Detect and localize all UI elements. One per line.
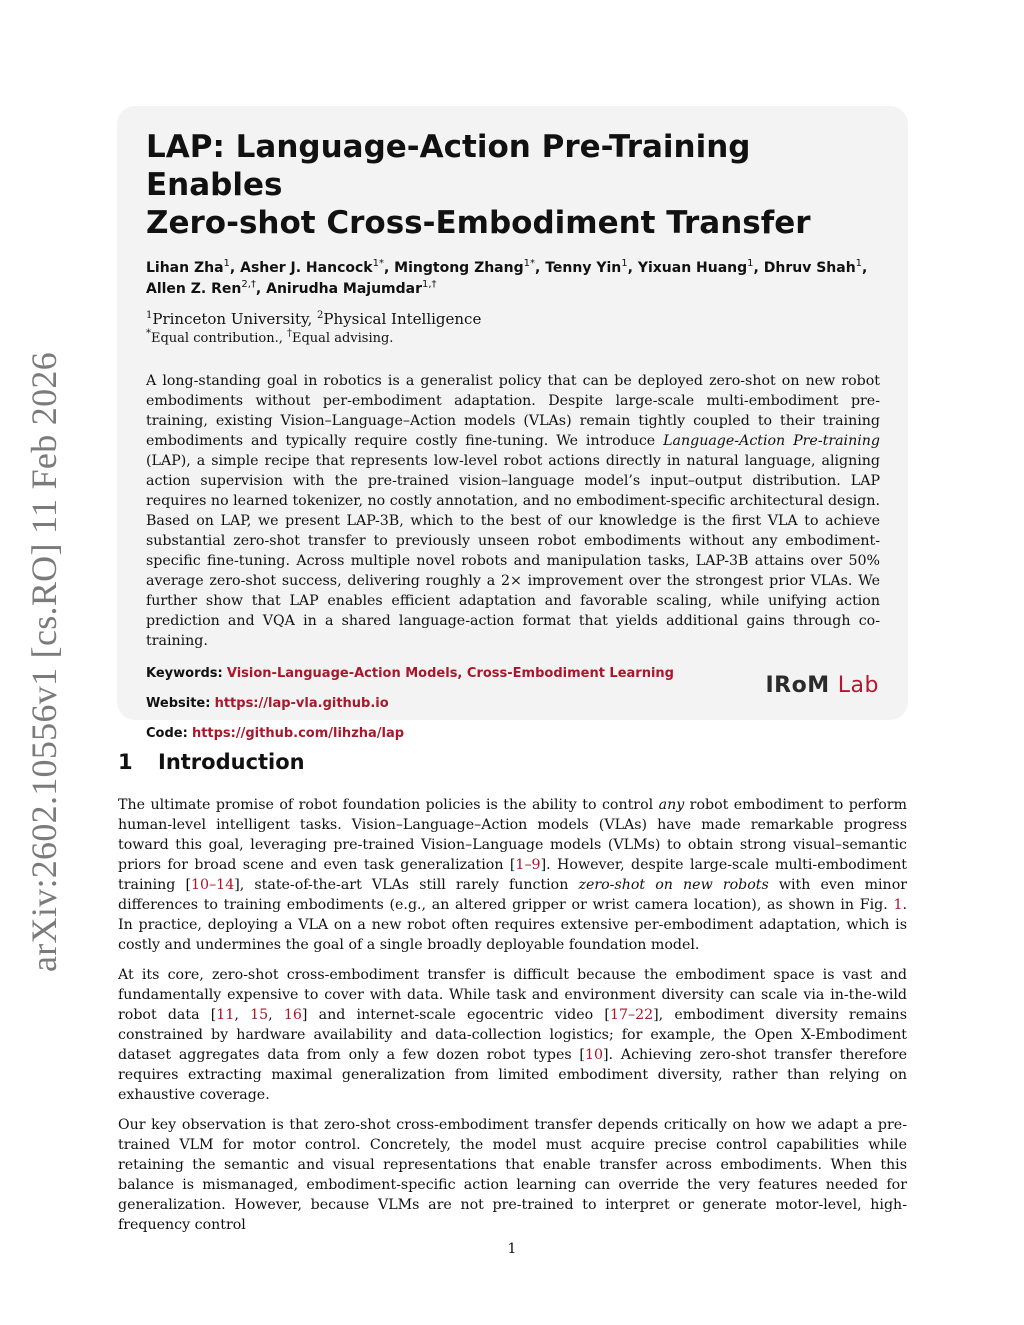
text-run: , xyxy=(234,1007,251,1023)
keywords-label: Keywords: xyxy=(146,666,223,681)
citation-link[interactable]: 10 xyxy=(584,1047,604,1063)
text-run: ], state-of-the-art VLAs still rarely function xyxy=(234,877,579,893)
paragraph xyxy=(118,1115,907,1235)
text-run: Our key observation is that zero-shot cross-embodiment transfer depends critically on how we adapt a pre-trained VLM for motor control. Concretely, the model must acquire precise control capabilities while retaining the semantic and visual representations that enable transfer across embodiments. When this balance is mismanaged, embodiment-specific action learning can override the very features needed for generalization. However, because VLMs are not pre-trained to interpret or generate motor-level, high-frequency control xyxy=(118,1117,907,1233)
author: Mingtong Zhang$^{1*}$, xyxy=(394,258,546,276)
code-label: Code: xyxy=(146,726,188,741)
irom-lab-logo: IRoM Lab xyxy=(765,673,879,698)
introduction-body xyxy=(118,795,907,1245)
text-run: The ultimate promise of robot foundation policies is the ability to control xyxy=(118,797,659,813)
author: Yixuan Huang$^1$, xyxy=(637,258,764,276)
arxiv-identifier: arXiv:2602.10556v1 [cs.RO] 11 Feb 2026 xyxy=(24,351,64,973)
citation-link[interactable]: 1–9 xyxy=(515,857,541,873)
text-run: At its core, zero-shot cross-embodiment transfer is difficult because the embodiment space is vast and fundamentally expensive to cover with data. While task and environment diversity can scale via in-the-wild robot data [ xyxy=(118,967,907,1023)
citation-link[interactable]: 17–22 xyxy=(609,1007,654,1023)
abstract: A long-standing goal in robotics is a generalist policy that can be deployed zero-shot on new robot embodiments without per-embodiment adaptation. Despite large-scale multi-embodiment pre-training, existing Vision–Language–Action models (VLAs) remain tightly coupled to their training embodiments and typically require costly fine-tuning. We introduce Language-Action Pre-training (LAP), a simple recipe that represents low-level robot actions directly in natural language, aligning action supervision with the pre-trained vision–language model’s input–output distribution. LAP requires no learned tokenizer, no costly annotation, and no embodiment-specific architectural design. Based on LAP, we present LAP-3B, which to the best of our knowledge is the first VLA to achieve substantial zero-shot transfer to previously unseen robot embodiments without any embodiment-specific fine-tuning. Across multiple novel robots and manipulation tasks, LAP-3B attains over 50% average zero-shot success, delivering roughly a 2× improvement over the strongest prior VLAs. We further show that LAP enables efficient adaptation and favorable scaling, while unifying action prediction and VQA in a shared language-action format that yields additional gains through co-training. xyxy=(146,373,880,649)
title-line-2: Zero-shot Cross-Embodiment Transfer xyxy=(146,205,811,241)
code-link[interactable]: https://github.com/lihzha/lap xyxy=(191,726,405,741)
section-heading xyxy=(118,750,305,774)
author: Tenny Yin$^1$, xyxy=(545,258,638,276)
text-run: with even minor differences to training embodiments (e.g., an altered gripper or wrist camera location), as shown in Fig. xyxy=(118,877,908,913)
text-run: robot embodiment to perform human-level intelligent tasks. Vision–Language–Action models (VLAs) have made remarkable progress toward this goal, leveraging pre-trained Vision–Language models (VLMs) to obtain strong visual–semantic priors for broad scene and even task generalization [ xyxy=(118,797,908,873)
paragraph xyxy=(118,795,907,955)
contribution-note: *Equal contribution., †Equal advising. xyxy=(146,328,394,346)
paper-header-box xyxy=(117,106,908,741)
author-list xyxy=(146,258,880,300)
website-link[interactable]: https://lap-vla.github.io xyxy=(214,696,389,711)
citation-link[interactable]: 16 xyxy=(283,1007,302,1023)
keywords-value: Vision-Language-Action Models, Cross-Embodiment Learning xyxy=(226,666,674,681)
citation-link[interactable]: 1 xyxy=(893,897,903,913)
author: Dhruv Shah$^1$, xyxy=(763,258,868,276)
paper-title xyxy=(146,128,880,242)
page-number: 1 xyxy=(507,1241,517,1257)
text-run: ]. Achieving zero-shot transfer therefore requires extracting maximal generalization from limited embodiment diversity, rather than relying on exhaustive coverage. xyxy=(118,1047,907,1103)
text-run: ]. However, despite large-scale multi-embodiment training [ xyxy=(118,857,907,893)
emphasis: any xyxy=(658,797,685,813)
code-row xyxy=(146,725,880,743)
author: Lihan Zha$^1$, xyxy=(146,258,241,276)
citation-link[interactable]: 10–14 xyxy=(191,877,235,893)
section-number: 1 xyxy=(118,750,133,774)
section-title: Introduction xyxy=(158,750,305,774)
text-run: . In practice, deploying a VLA on a new robot often requires extensive per-embodiment adaptation, which is costly and undermines the goal of a single broadly deployable foundation model. xyxy=(118,897,907,953)
website-label: Website: xyxy=(146,696,211,711)
affiliations: $^1$Princeton University, $^2$Physical Intelligence xyxy=(146,310,482,328)
text-run: ] and internet-scale egocentric video [ xyxy=(301,1007,610,1023)
author: Asher J. Hancock$^{1*}$, xyxy=(240,258,395,276)
paragraph xyxy=(118,965,907,1105)
text-run: , xyxy=(268,1007,284,1023)
author: Allen Z. Ren$^{2,\dagger}$, xyxy=(146,279,267,297)
emphasis: zero-shot on new robots xyxy=(578,877,769,893)
text-run: ], embodiment diversity remains constrained by hardware availability and data-collection logistics; for example, the Open X-Embodiment dataset aggregates data from only a few dozen robot types [ xyxy=(118,1007,907,1063)
author: Anirudha Majumdar$^{1,\dagger}$ xyxy=(266,279,437,297)
title-line-1: LAP: Language-Action Pre-Training Enables xyxy=(146,129,751,203)
citation-link[interactable]: 11 xyxy=(216,1007,235,1023)
citation-link[interactable]: 15 xyxy=(250,1007,269,1023)
